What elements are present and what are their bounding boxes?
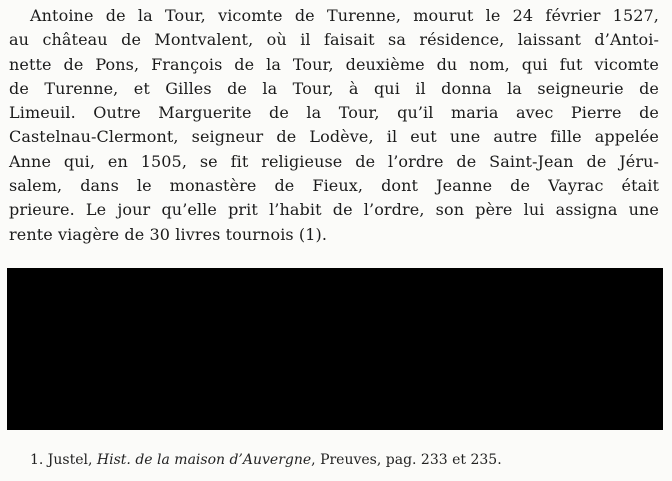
footnote-suffix: , Preuves, pag. 233 et 235.: [311, 452, 502, 468]
paragraph-line: Limeuil. Outre Marguerite de la Tour, qu’il maria avec Pierre de: [9, 103, 659, 123]
body-paragraph: [9, 4, 659, 247]
paragraph-line: prieure. Le jour qu’elle prit l’habit de l’ordre, son père lui assigna une: [9, 200, 659, 220]
paragraph-line: Castelnau-Clermont, seigneur de Lodève, il eut une autre fille appelée: [9, 127, 659, 147]
paragraph-line: au château de Montvalent, où il faisait sa résidence, laissant d’Antoi-: [9, 30, 659, 50]
paragraph-line: nette de Pons, François de la Tour, deuxième du nom, qui fut vicomte: [9, 54, 659, 74]
paragraph-line: de Turenne, et Gilles de la Tour, à qui il donna la seigneurie de: [9, 78, 659, 98]
paragraph-line: rente viagère de 30 livres tournois (1).: [9, 224, 328, 244]
paragraph-line: Anne qui, en 1505, se fit religieuse de l’ordre de Saint-Jean de Jéru-: [9, 151, 659, 171]
footnote-prefix: 1. Justel,: [30, 452, 97, 468]
paragraph-line: Antoine de la Tour, vicomte de Turenne, mourut le 24 février 1527,: [30, 6, 659, 25]
redaction-block: [7, 268, 663, 430]
footnote-citation: [30, 450, 655, 470]
footnote-work-title: Hist. de la maison d’Auvergne: [96, 452, 312, 468]
paragraph-line: salem, dans le monastère de Fieux, dont Jeanne de Vayrac était: [9, 176, 659, 196]
